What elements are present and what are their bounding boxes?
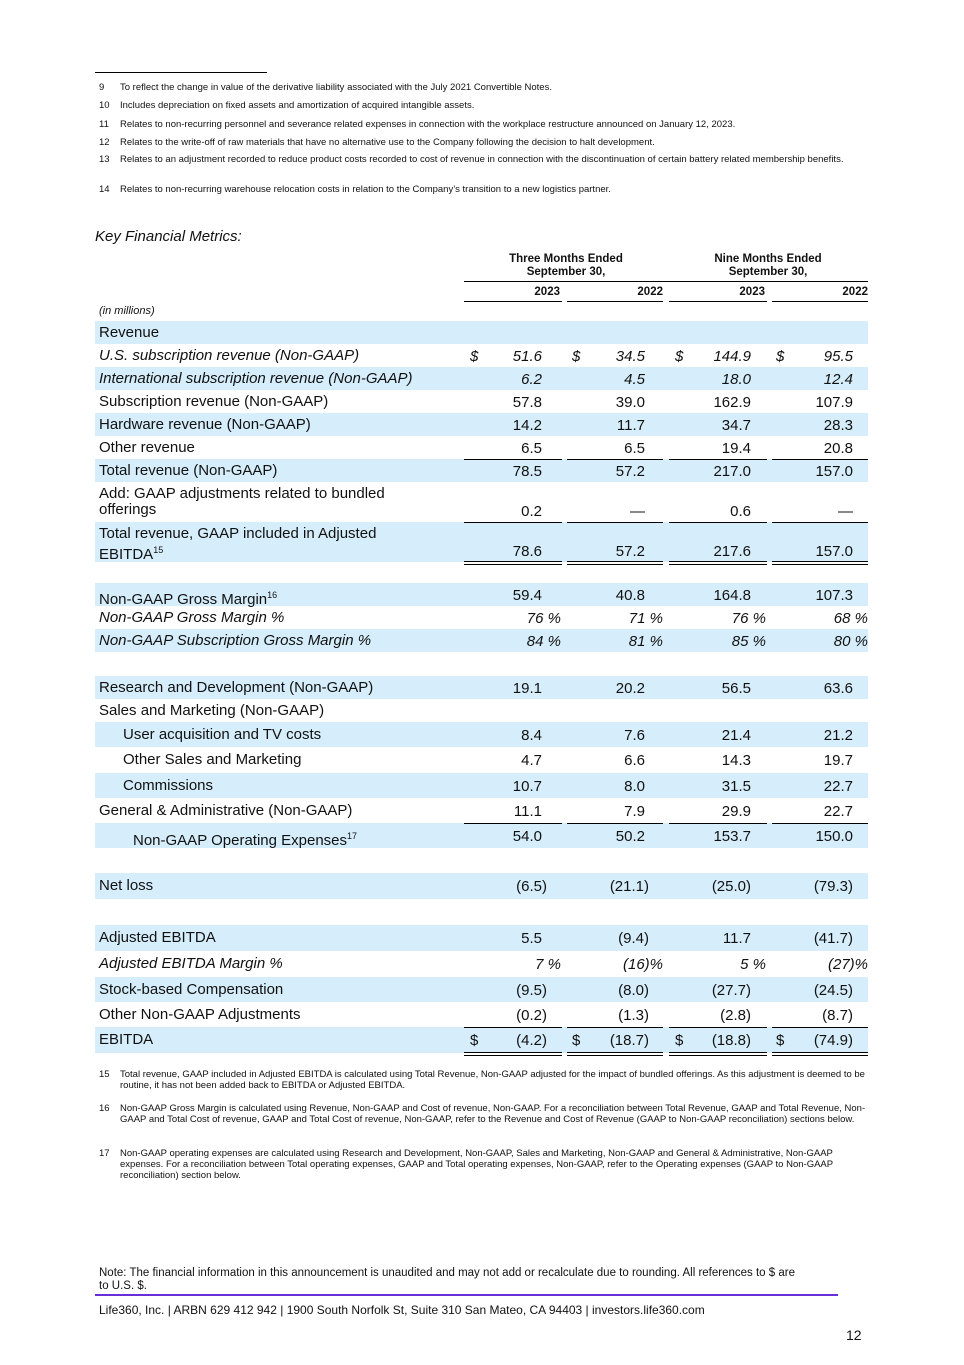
year-underline bbox=[567, 301, 663, 302]
row-label-text: Add: GAAP adjustments related to bundled offerings bbox=[99, 485, 385, 518]
cell-value: (0.2) bbox=[516, 1007, 547, 1024]
table-row bbox=[95, 583, 868, 606]
row-label-text: Sales and Marketing (Non-GAAP) bbox=[99, 702, 325, 719]
row-label-text: Other Non-GAAP Adjustments bbox=[99, 1006, 301, 1023]
sum-rule bbox=[669, 522, 767, 523]
year-underline bbox=[772, 301, 868, 302]
header-line: Nine Months Ended bbox=[714, 253, 822, 265]
cell-value: (4.2) bbox=[516, 1032, 547, 1049]
double-rule bbox=[464, 561, 562, 562]
table-row bbox=[95, 482, 868, 522]
row-label-text: EBITDA bbox=[99, 1031, 154, 1048]
cell-value: 11.7 bbox=[616, 417, 645, 434]
cell-value: 34.7 bbox=[721, 417, 751, 434]
header-line: September 30, bbox=[728, 266, 808, 278]
footnote-ref: 15 bbox=[153, 545, 164, 555]
rounding-note: Note: The financial information in this announcement is unaudited and may not add or recalculate due to rounding. All references to $ are to U.S. $. bbox=[99, 1267, 795, 1292]
table-row bbox=[95, 522, 868, 562]
table-row bbox=[95, 606, 868, 629]
cell-value: 14.3 bbox=[721, 752, 751, 769]
cell-value: 217.0 bbox=[713, 463, 751, 480]
cell-value: 6.6 bbox=[624, 752, 645, 769]
cell-value: 39.0 bbox=[615, 394, 645, 411]
cell-value: (9.4) bbox=[618, 930, 649, 947]
cell-value: 12.4 bbox=[823, 371, 853, 388]
currency-symbol: $ bbox=[675, 348, 684, 365]
cell-value: (24.5) bbox=[813, 982, 853, 999]
cell-value: 80 % bbox=[833, 633, 868, 650]
row-label-text: General & Administrative (Non-GAAP) bbox=[99, 802, 353, 819]
footnote-number: 12 bbox=[99, 137, 110, 148]
table-row bbox=[95, 722, 868, 747]
row-label-text: Research and Development (Non-GAAP) bbox=[99, 679, 374, 696]
row-label bbox=[99, 1007, 300, 1023]
row-label-text: Adjusted EBITDA bbox=[99, 929, 216, 946]
cell-value: 150.0 bbox=[815, 828, 853, 845]
cell-value: 4.7 bbox=[521, 752, 542, 769]
cell-value: 21.2 bbox=[823, 727, 853, 744]
cell-value: 164.8 bbox=[713, 587, 751, 604]
units-label: (in millions) bbox=[99, 305, 155, 317]
cell-value: (18.7) bbox=[609, 1032, 649, 1049]
double-rule bbox=[669, 1055, 767, 1056]
cell-value: (74.9) bbox=[813, 1032, 853, 1049]
header-underline bbox=[668, 281, 868, 282]
table-row bbox=[95, 390, 868, 413]
table-row bbox=[95, 367, 868, 390]
cell-value: (16)% bbox=[622, 956, 663, 973]
sum-rule bbox=[772, 1027, 868, 1028]
double-rule bbox=[567, 564, 663, 565]
table-row bbox=[95, 798, 868, 823]
row-label-text: Net loss bbox=[99, 877, 154, 894]
row-label-text: Non-GAAP Gross Margin % bbox=[99, 609, 285, 626]
cell-value: (8.0) bbox=[618, 982, 649, 999]
row-label bbox=[99, 463, 277, 479]
row-label-text: Other Sales and Marketing bbox=[123, 751, 302, 768]
cell-value: — bbox=[838, 503, 853, 520]
cell-value: 54.0 bbox=[512, 828, 542, 845]
cell-value: 8.4 bbox=[521, 727, 542, 744]
row-label bbox=[99, 703, 324, 719]
double-rule bbox=[464, 1052, 562, 1053]
cell-value: (79.3) bbox=[813, 878, 853, 895]
cell-value: 28.3 bbox=[823, 417, 853, 434]
cell-value: 78.5 bbox=[512, 463, 542, 480]
cell-value: 7.6 bbox=[624, 727, 645, 744]
cell-value: (25.0) bbox=[711, 878, 751, 895]
footnote-number: 9 bbox=[99, 82, 105, 93]
footnote-number: 15 bbox=[99, 1069, 110, 1080]
cell-value: 59.4 bbox=[512, 587, 542, 604]
cell-value: 57.2 bbox=[615, 463, 645, 480]
footnote-text: Includes depreciation on fixed assets and amortization of acquired intangible assets. bbox=[120, 100, 475, 111]
cell-value: 0.6 bbox=[730, 503, 751, 520]
footnote-text: Total revenue, GAAP included in Adjusted EBITDA is calculated using Total Revenue, Non-GAAP adjusted for the impact of bundled offerings. As this adjustment is deemed to be routine, it has not been added back to EBITDA or Adjusted EBITDA. bbox=[120, 1069, 865, 1091]
cell-value: (41.7) bbox=[813, 930, 853, 947]
double-rule bbox=[772, 564, 868, 565]
row-label-text: Subscription revenue (Non-GAAP) bbox=[99, 393, 329, 410]
row-label bbox=[123, 778, 213, 794]
nine-months-header bbox=[668, 253, 868, 279]
double-rule bbox=[464, 1055, 562, 1056]
year-underline bbox=[464, 301, 562, 302]
cell-value: 21.4 bbox=[721, 727, 751, 744]
sum-rule bbox=[772, 459, 868, 460]
cell-value: 84 % bbox=[526, 633, 561, 650]
footnote-text: Relates to non-recurring personnel and severance related expenses in connection with the workplace restructure announced on January 12, 2023. bbox=[120, 119, 736, 130]
cell-value: (21.1) bbox=[609, 878, 649, 895]
table-row bbox=[95, 676, 868, 699]
table-row bbox=[95, 823, 868, 848]
sum-rule bbox=[567, 459, 663, 460]
cell-value: 10.7 bbox=[512, 778, 542, 795]
table-row bbox=[95, 977, 868, 1002]
row-label bbox=[133, 828, 357, 849]
sum-rule bbox=[464, 1027, 562, 1028]
table-row bbox=[95, 925, 868, 951]
table-row bbox=[95, 344, 868, 367]
footnote-number: 17 bbox=[99, 1148, 110, 1159]
footnote-number: 14 bbox=[99, 184, 110, 195]
cell-value: 157.0 bbox=[815, 463, 853, 480]
cell-value: 34.5 bbox=[615, 348, 645, 365]
row-label-text: Total revenue, GAAP included in Adjusted EBITDA bbox=[99, 525, 377, 563]
three-months-header bbox=[464, 253, 668, 279]
cell-value: 63.6 bbox=[823, 680, 853, 697]
currency-symbol: $ bbox=[675, 1032, 684, 1049]
cell-value: 5.5 bbox=[521, 930, 542, 947]
cell-value: (6.5) bbox=[516, 878, 547, 895]
cell-value: — bbox=[630, 503, 645, 520]
row-label-text: Commissions bbox=[123, 777, 214, 794]
sum-rule bbox=[464, 823, 562, 824]
year-col-4: 2022 bbox=[842, 286, 868, 298]
row-label bbox=[99, 417, 311, 433]
cell-value: 22.7 bbox=[823, 778, 853, 795]
cell-value: 81 % bbox=[628, 633, 663, 650]
sum-rule bbox=[669, 823, 767, 824]
cell-value: 50.2 bbox=[615, 828, 645, 845]
cell-value: (2.8) bbox=[720, 1007, 751, 1024]
footnote-text: Relates to an adjustment recorded to reduce product costs recorded to cost of revenue in connection with the discontinuation of certain battery related membership benefits. bbox=[120, 154, 844, 165]
row-label bbox=[99, 394, 328, 410]
cell-value: 20.8 bbox=[823, 440, 853, 457]
cell-value: 11.7 bbox=[722, 930, 751, 947]
cell-value: (9.5) bbox=[516, 982, 547, 999]
table-row bbox=[95, 459, 868, 482]
sum-rule bbox=[567, 522, 663, 523]
footnote-text: To reflect the change in value of the derivative liability associated with the July 2021 Convertible Notes. bbox=[120, 82, 552, 93]
cell-value: 19.1 bbox=[512, 680, 542, 697]
header-underline bbox=[464, 281, 668, 282]
year-underline bbox=[669, 301, 767, 302]
cell-value: 107.9 bbox=[815, 394, 853, 411]
cell-value: 6.2 bbox=[521, 371, 542, 388]
row-label-text: User acquisition and TV costs bbox=[123, 726, 322, 743]
double-rule bbox=[772, 1055, 868, 1056]
currency-symbol: $ bbox=[470, 1032, 479, 1049]
currency-symbol: $ bbox=[776, 1032, 785, 1049]
cell-value: 22.7 bbox=[823, 803, 853, 820]
row-label bbox=[99, 982, 283, 998]
row-label-text: Adjusted EBITDA Margin % bbox=[99, 955, 283, 972]
sum-rule bbox=[772, 823, 868, 824]
cell-value: 7 % bbox=[535, 956, 561, 973]
cell-value: 20.2 bbox=[615, 680, 645, 697]
cell-value: 57.8 bbox=[512, 394, 542, 411]
cell-value: (27)% bbox=[827, 956, 868, 973]
double-rule bbox=[669, 561, 767, 562]
row-label bbox=[123, 727, 321, 743]
sum-rule bbox=[669, 1027, 767, 1028]
cell-value: (18.8) bbox=[711, 1032, 751, 1049]
double-rule bbox=[567, 561, 663, 562]
row-label bbox=[99, 680, 373, 696]
cell-value: 107.3 bbox=[815, 587, 853, 604]
sum-rule bbox=[567, 1027, 663, 1028]
double-rule bbox=[567, 1055, 663, 1056]
cell-value: 157.0 bbox=[815, 543, 853, 560]
cell-value: (8.7) bbox=[822, 1007, 853, 1024]
cell-value: 217.6 bbox=[713, 543, 751, 560]
sum-rule bbox=[772, 522, 868, 523]
cell-value: 78.6 bbox=[512, 543, 542, 560]
row-label bbox=[99, 610, 284, 626]
table-row bbox=[95, 436, 868, 459]
row-label-text: Non-GAAP Operating Expenses bbox=[133, 832, 348, 849]
row-label bbox=[99, 878, 153, 894]
footnote-number: 10 bbox=[99, 100, 110, 111]
double-rule bbox=[772, 561, 868, 562]
currency-symbol: $ bbox=[776, 348, 785, 365]
table-row bbox=[95, 1002, 868, 1027]
cell-value: 162.9 bbox=[713, 394, 751, 411]
row-label bbox=[99, 440, 195, 456]
table-row bbox=[95, 413, 868, 436]
sum-rule bbox=[669, 459, 767, 460]
cell-value: 76 % bbox=[731, 610, 766, 627]
table-row bbox=[95, 951, 868, 977]
header-line: Three Months Ended bbox=[509, 253, 623, 265]
row-label bbox=[99, 371, 413, 387]
sum-rule bbox=[567, 823, 663, 824]
cell-value: 144.9 bbox=[713, 348, 751, 365]
cell-value: 6.5 bbox=[521, 440, 542, 457]
row-label bbox=[99, 348, 359, 364]
row-label bbox=[99, 587, 277, 608]
cell-value: 71 % bbox=[628, 610, 663, 627]
footnote-text: Relates to the write-off of raw materials that have no alternative use to the Company following the decision to halt development. bbox=[120, 137, 655, 148]
row-label bbox=[99, 486, 439, 518]
footnote-text: Non-GAAP operating expenses are calculated using Research and Development, Non-GAAP, Sales and Marketing, Non-GAAP and General & Administrative, Non-GAAP expenses. For a reconciliation between Total operating expenses, GAAP and Total operating expenses, Non-GAAP, refer to the Operating expenses (GAAP to Non-GAAP reconciliation) section below. bbox=[120, 1148, 833, 1181]
cell-value: 19.7 bbox=[823, 752, 853, 769]
header-line: September 30, bbox=[526, 266, 606, 278]
cell-value: 8.0 bbox=[624, 778, 645, 795]
row-label bbox=[99, 803, 352, 819]
year-col-3: 2023 bbox=[739, 286, 765, 298]
cell-value: 11.1 bbox=[513, 803, 542, 820]
double-rule bbox=[669, 564, 767, 565]
row-label-text: Other revenue bbox=[99, 439, 195, 456]
double-rule bbox=[669, 1052, 767, 1053]
currency-symbol: $ bbox=[572, 1032, 581, 1049]
table-row bbox=[95, 873, 868, 899]
row-label bbox=[99, 633, 371, 649]
page-number: 12 bbox=[846, 1327, 862, 1343]
row-label-text: U.S. subscription revenue (Non-GAAP) bbox=[99, 347, 360, 364]
cell-value: 7.9 bbox=[624, 803, 645, 820]
table-row bbox=[95, 747, 868, 773]
year-col-2: 2022 bbox=[637, 286, 663, 298]
cell-value: 57.2 bbox=[615, 543, 645, 560]
table-row bbox=[95, 1027, 868, 1053]
double-rule bbox=[567, 1052, 663, 1053]
cell-value: 5 % bbox=[740, 956, 766, 973]
currency-symbol: $ bbox=[470, 348, 479, 365]
footnote-rule bbox=[95, 72, 267, 73]
row-label bbox=[99, 325, 159, 341]
row-label-text: Hardware revenue (Non-GAAP) bbox=[99, 416, 311, 433]
table-row bbox=[95, 699, 868, 722]
page-footer: Life360, Inc. | ARBN 629 412 942 | 1900 South Norfolk St, Suite 310 San Mateo, CA 94403 | investors.life360.com bbox=[99, 1303, 705, 1317]
row-label-text: Total revenue (Non-GAAP) bbox=[99, 462, 278, 479]
cell-value: 14.2 bbox=[512, 417, 542, 434]
section-title: Key Financial Metrics: bbox=[95, 228, 242, 245]
cell-value: 68 % bbox=[833, 610, 868, 627]
cell-value: 18.0 bbox=[721, 371, 751, 388]
cell-value: 56.5 bbox=[721, 680, 751, 697]
table-row bbox=[95, 321, 868, 344]
cell-value: 85 % bbox=[731, 633, 766, 650]
sum-rule bbox=[464, 459, 562, 460]
footnote-number: 11 bbox=[99, 119, 109, 130]
cell-value: (1.3) bbox=[618, 1007, 649, 1024]
cell-value: 51.6 bbox=[512, 348, 542, 365]
row-label-text: International subscription revenue (Non-GAAP) bbox=[99, 370, 413, 387]
cell-value: 153.7 bbox=[713, 828, 751, 845]
year-col-1: 2023 bbox=[534, 286, 560, 298]
double-rule bbox=[464, 564, 562, 565]
currency-symbol: $ bbox=[572, 348, 581, 365]
row-label bbox=[99, 526, 439, 563]
row-label bbox=[123, 752, 301, 768]
cell-value: 29.9 bbox=[721, 803, 751, 820]
footnote-text: Non-GAAP Gross Margin is calculated using Revenue, Non-GAAP and Cost of revenue, Non-GAAP. For a reconciliation between Total Revenue, GAAP and Total Revenue, Non-GAAP and Total Cost of revenue, GAAP and Total Cost of revenue, Non-GAAP, refer to the Revenue and Cost of Revenue (GAAP to Non-GAAP reconciliation) sections below. bbox=[120, 1103, 866, 1125]
row-label-text: Non-GAAP Gross Margin bbox=[99, 591, 268, 608]
row-label-text: Non-GAAP Subscription Gross Margin % bbox=[99, 632, 372, 649]
cell-value: 95.5 bbox=[823, 348, 853, 365]
double-rule bbox=[772, 1052, 868, 1053]
row-label bbox=[99, 930, 216, 946]
footnote-number: 16 bbox=[99, 1103, 110, 1114]
row-label-text: Stock-based Compensation bbox=[99, 981, 284, 998]
table-row bbox=[95, 629, 868, 652]
cell-value: 31.5 bbox=[721, 778, 751, 795]
cell-value: (27.7) bbox=[711, 982, 751, 999]
row-label-text: Revenue bbox=[99, 324, 160, 341]
row-label bbox=[99, 1032, 153, 1048]
footnote-ref: 17 bbox=[347, 831, 358, 841]
row-label bbox=[99, 956, 283, 972]
table-row bbox=[95, 773, 868, 798]
sum-rule bbox=[464, 522, 562, 523]
cell-value: 0.2 bbox=[521, 503, 542, 520]
cell-value: 6.5 bbox=[624, 440, 645, 457]
footnote-number: 13 bbox=[99, 154, 110, 165]
footer-divider bbox=[95, 1294, 838, 1296]
footnote-text: Relates to non-recurring warehouse relocation costs in relation to the Company’s transition to a new logistics partner. bbox=[120, 184, 611, 195]
cell-value: 76 % bbox=[526, 610, 561, 627]
cell-value: 40.8 bbox=[615, 587, 645, 604]
cell-value: 4.5 bbox=[624, 371, 645, 388]
footnote-ref: 16 bbox=[267, 590, 278, 600]
cell-value: 19.4 bbox=[721, 440, 751, 457]
